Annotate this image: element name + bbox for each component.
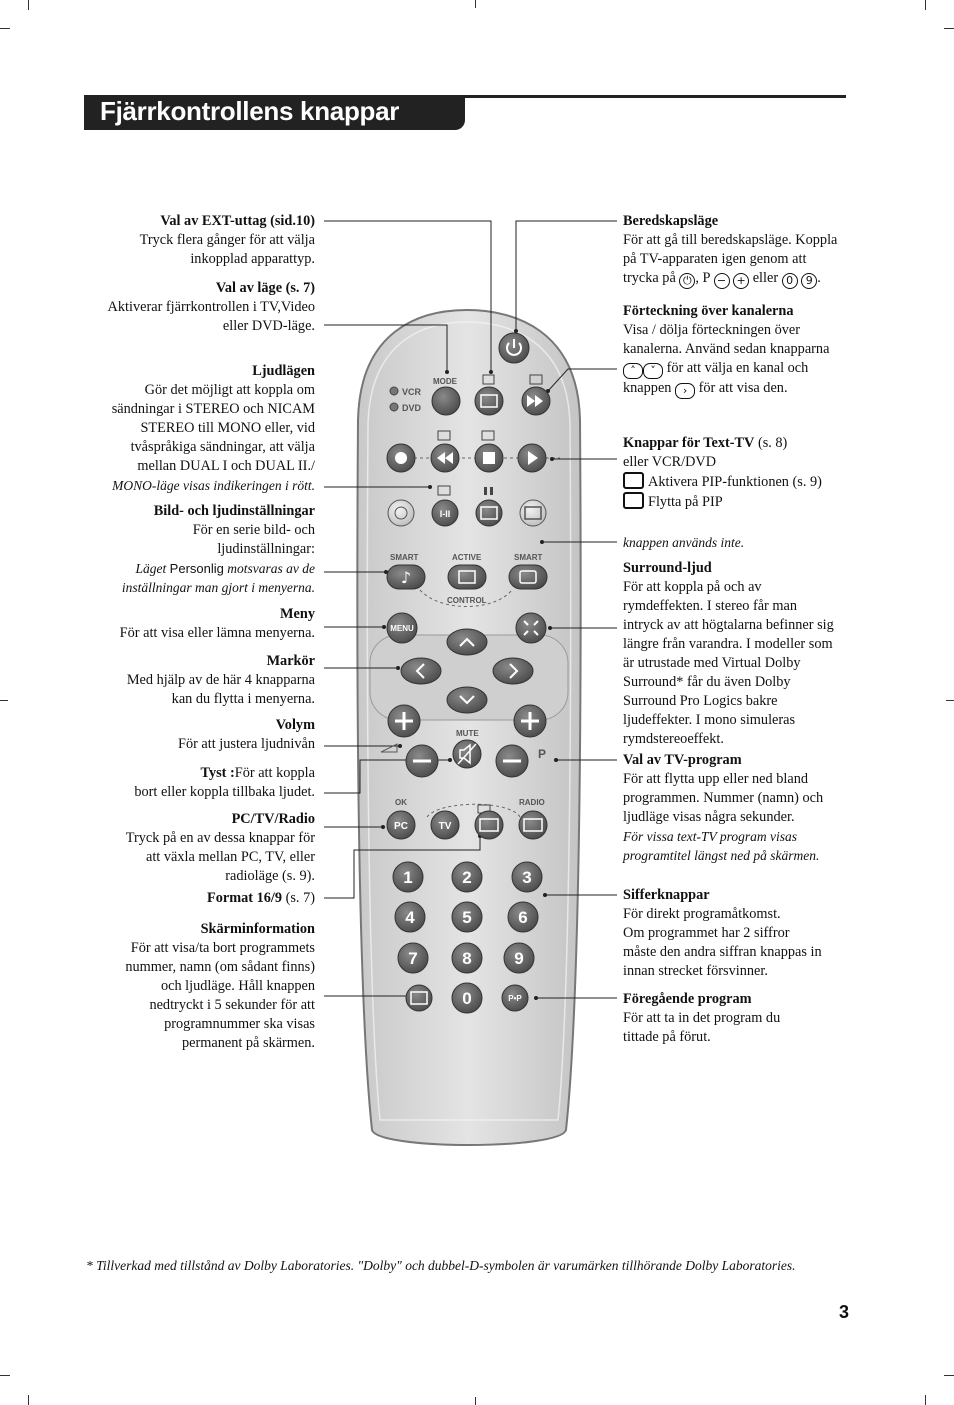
- digit-0-button: [452, 983, 482, 1013]
- pctv-title: PC/TV/Radio: [231, 811, 315, 827]
- list-text: för att visa den.: [698, 380, 788, 396]
- standby-text: eller: [752, 270, 779, 286]
- program-note: programtitel längst ned på skärmen.: [623, 848, 820, 863]
- svg-text:0: 0: [462, 989, 472, 1008]
- info-text: permanent på skärmen.: [182, 1035, 315, 1051]
- digit-2-button: [452, 862, 482, 892]
- svg-text:6: 6: [518, 908, 528, 927]
- pip-button: [476, 500, 502, 526]
- list-text: för att välja en kanal och: [666, 360, 809, 376]
- list-section: [623, 302, 863, 399]
- chevron-right-icon: ›: [675, 383, 695, 399]
- teletext-text: eller VCR/DVD: [623, 454, 717, 470]
- mute-text: För att koppla: [234, 765, 315, 781]
- format-button: [475, 811, 503, 839]
- ext-button: [475, 387, 503, 415]
- previous-text: tittade på förut.: [623, 1029, 711, 1045]
- tv-label: TV: [438, 821, 452, 832]
- surround-text: Surround Pro Logics bakre: [623, 693, 778, 709]
- picture-note-mode: Personlig: [169, 561, 224, 576]
- sound-text: Gör det möjligt att koppla om: [144, 382, 315, 398]
- pc-button: [387, 811, 415, 839]
- surround-text: är utrustade med Virtual Dolby: [623, 655, 801, 671]
- svg-text:2: 2: [462, 868, 472, 887]
- digits-text: innan strecket försvinner.: [623, 963, 768, 979]
- surround-text: ljudeffekter. I mono simuleras: [623, 712, 796, 728]
- p-label: P: [538, 747, 547, 761]
- radio-label: RADIO: [519, 798, 545, 807]
- info-section: [125, 920, 315, 1053]
- volume-title: Volym: [275, 717, 315, 733]
- minus-icon: −: [714, 273, 730, 289]
- svg-text:8: 8: [462, 949, 472, 968]
- teletext-section: [623, 434, 863, 512]
- active-label: ACTIVE: [452, 553, 482, 562]
- dvd-led: [390, 403, 398, 411]
- pctv-text: Tryck på en av dessa knappar för: [125, 830, 315, 846]
- teletext-button: [520, 500, 546, 526]
- digit-nine-icon: 9: [801, 273, 817, 289]
- control-label: CONTROL: [447, 596, 487, 605]
- mode-text: eller DVD-läge.: [222, 318, 315, 334]
- ext-section: [140, 212, 315, 269]
- vcr-label: VCR: [402, 387, 422, 397]
- list-text: knappen: [623, 380, 672, 396]
- previous-section: [623, 990, 868, 1047]
- pip-icon: [623, 472, 644, 489]
- rewind-button: [431, 444, 459, 472]
- volume-section: [178, 716, 315, 754]
- menu-title: Meny: [280, 606, 315, 622]
- ii-label: I-II: [439, 509, 451, 519]
- info-text: programnummer ska visas: [164, 1016, 315, 1032]
- pctv-section: [126, 810, 315, 886]
- fast-forward-button: [522, 387, 550, 415]
- standby-text: För att gå till beredskapsläge. Koppla: [623, 232, 838, 248]
- teletext-title: Knappar för Text-TV: [623, 435, 755, 451]
- mute-section: [134, 764, 315, 802]
- format-title: Format 16/9: [206, 890, 283, 906]
- play-button: [518, 444, 546, 472]
- smart-label-2: SMART: [514, 553, 543, 562]
- digits-text: måste den andra siffran knappas in: [623, 944, 822, 960]
- list-text: Visa / dölja förteckningen över: [623, 322, 801, 338]
- move-pip-icon: [623, 492, 644, 509]
- info-text: nedtryckt i 5 sekunder för att: [149, 997, 315, 1013]
- pctv-text: radioläge (s. 9).: [225, 868, 315, 884]
- ext-title: Val av EXT-uttag (sid.10): [160, 213, 315, 229]
- surround-text: intryck av att högtalarna befinner sig: [623, 617, 834, 633]
- mute-text: bort eller koppla tillbaka ljudet.: [134, 784, 315, 800]
- surround-text: längre från varandra. I modeller som: [623, 636, 833, 652]
- tv-button: [431, 811, 459, 839]
- standby-title: Beredskapsläge: [623, 213, 719, 229]
- standby-button: [499, 333, 529, 363]
- smart-sound-button: [387, 565, 425, 589]
- teletext-text: Aktivera PIP-funktionen (s. 9): [648, 474, 822, 490]
- digits-section: [623, 886, 868, 981]
- standby-section: [623, 212, 863, 289]
- teletext-text: Flytta på PIP: [648, 494, 723, 510]
- sound-title: Ljudlägen: [252, 363, 315, 379]
- standby-text-line: trycka på ⏻ , P − + eller 0 9 .: [623, 270, 821, 287]
- smart-picture-button: [509, 565, 547, 589]
- page-title: Fjärrkontrollens knappar: [100, 96, 400, 126]
- standby-text: trycka på: [623, 270, 676, 286]
- digit-6-button: [508, 902, 538, 932]
- ext-text: Tryck flera gånger för att välja: [139, 232, 315, 248]
- surround-text: Surround* får du även Dolby: [623, 674, 791, 690]
- smart-label-1: SMART: [390, 553, 419, 562]
- power-icon: ⏻: [679, 273, 695, 289]
- digit-7-button: [398, 943, 428, 973]
- svg-text:3: 3: [522, 868, 532, 887]
- previous-text: För att ta in det program du: [623, 1010, 781, 1026]
- cursor-text: Med hjälp av de här 4 knapparna: [126, 672, 315, 688]
- menu-text: För att visa eller lämna menyerna.: [119, 625, 315, 641]
- digits-text: Om programmet har 2 siffror: [623, 925, 790, 941]
- picture-note: inställningar man gjort i menyerna.: [121, 580, 315, 595]
- teletext-ref: (s. 8): [757, 435, 788, 451]
- sound-text: sändningar i STEREO och NICAM: [111, 401, 315, 417]
- picture-note: Läget: [135, 561, 167, 576]
- list-title: Förteckning över kanalerna: [623, 303, 794, 319]
- program-down-button: [496, 745, 528, 777]
- sound-text: tvåspråkiga sändningar, att välja: [130, 439, 315, 455]
- info-title: Skärminformation: [200, 921, 315, 937]
- standby-text: på TV-apparaten igen genom att: [623, 251, 807, 267]
- program-section: [623, 751, 868, 865]
- sound-section: [112, 362, 315, 495]
- mute-label: MUTE: [456, 729, 479, 738]
- mode-section: [108, 279, 315, 336]
- sound-text: STEREO till MONO eller, vid: [140, 420, 315, 436]
- pctv-text: att växla mellan PC, TV, eller: [145, 849, 315, 865]
- surround-section: [623, 559, 868, 749]
- sound-note: MONO-läge visas indikeringen i rött.: [112, 478, 315, 493]
- svg-text:5: 5: [462, 908, 472, 927]
- cursor-title: Markör: [266, 653, 315, 669]
- digit-4-button: [395, 902, 425, 932]
- dvd-label: DVD: [402, 403, 422, 413]
- cursor-section: [127, 652, 315, 709]
- unused-note: knappen används inte.: [623, 535, 745, 550]
- cursor-down-button: [447, 687, 487, 713]
- picture-text: ljudinställningar:: [217, 541, 315, 557]
- program-text: För att flytta upp eller ned bland: [623, 771, 809, 787]
- chevron-down-icon: ˅: [643, 363, 663, 379]
- picture-section: [122, 502, 315, 597]
- sleep-button: [388, 500, 414, 526]
- info-text: nummer, namn (om sådant finns): [125, 959, 315, 975]
- digit-1-button: [393, 862, 423, 892]
- footnote: * Tillverkad med tillstånd av Dolby Laboratories. "Dolby" och dubbel-D-symbolen är varumärken tillhörande Dolby Laboratories.: [86, 1258, 796, 1273]
- mode-title: Val av läge (s. 7): [215, 280, 315, 296]
- program-text: programmen. Nummer (namn) och: [623, 790, 824, 806]
- surround-title: Surround-ljud: [623, 560, 712, 576]
- mute-button: [453, 740, 481, 768]
- surround-text: rymdstereoeffekt.: [623, 731, 724, 747]
- previous-program-button: [502, 985, 528, 1011]
- svg-text:1: 1: [403, 868, 413, 887]
- picture-title: Bild- och ljudinställningar: [153, 503, 315, 519]
- volume-text: För att justera ljudnivån: [178, 736, 315, 752]
- digits-text: För direkt programåtkomst.: [623, 906, 781, 922]
- pc-label: PC: [394, 821, 408, 832]
- mute-title: Tyst :: [200, 765, 235, 781]
- sound-mode-button: [432, 500, 458, 526]
- menu-button: [387, 613, 417, 643]
- program-note: För vissa text-TV program visas: [623, 829, 797, 844]
- stop-button: [475, 444, 503, 472]
- program-title: Val av TV-program: [623, 752, 742, 768]
- info-text: och ljudläge. Håll knappen: [160, 978, 315, 994]
- surround-button: [516, 613, 546, 643]
- digit-3-button: [512, 862, 542, 892]
- program-text: ljudläge visas några sekunder.: [623, 809, 795, 825]
- menu-section: [120, 605, 315, 643]
- svg-text:♪: ♪: [400, 568, 412, 587]
- mode-text: Aktiverar fjärrkontrollen i TV,Video: [107, 299, 315, 315]
- radio-button: [519, 811, 547, 839]
- vcr-led: [390, 387, 398, 395]
- info-text: För att visa/ta bort programmets: [130, 940, 315, 956]
- standby-text: , P: [695, 270, 710, 286]
- mode-button: [432, 387, 460, 415]
- ext-text: inkopplad apparattyp.: [190, 251, 315, 267]
- svg-text:7: 7: [408, 949, 418, 968]
- digit-zero-icon: 0: [782, 273, 798, 289]
- surround-text: För att koppla på och av: [623, 579, 762, 595]
- sound-text: mellan DUAL I och DUAL II./: [137, 458, 315, 474]
- program-up-button: [514, 705, 546, 737]
- digits-title: Sifferknappar: [623, 887, 710, 903]
- menu-label: MENU: [390, 624, 414, 633]
- previous-title: Föregående program: [623, 991, 752, 1007]
- volume-up-button: [388, 705, 420, 737]
- digit-9-button: [504, 943, 534, 973]
- mode-label: MODE: [433, 377, 457, 386]
- cursor-left-button: [401, 658, 441, 684]
- active-control-button: [448, 565, 486, 589]
- info-button: [406, 985, 432, 1011]
- pp-label: P•P: [508, 994, 522, 1003]
- picture-text: För en serie bild- och: [192, 522, 315, 538]
- surround-text: rymdeffekten. I stereo får man: [623, 598, 797, 614]
- plus-icon: +: [733, 273, 749, 289]
- svg-text:9: 9: [514, 949, 524, 968]
- digit-5-button: [452, 902, 482, 932]
- chevron-up-icon: ˄: [623, 363, 643, 379]
- cursor-right-button: [493, 658, 533, 684]
- ok-label: OK: [395, 798, 407, 807]
- picture-note: motsvaras av de: [227, 561, 315, 576]
- format-section: [207, 889, 315, 908]
- svg-text:4: 4: [405, 908, 415, 927]
- page-number: 3: [839, 1302, 850, 1322]
- format-ref: (s. 7): [285, 890, 315, 906]
- cursor-up-button: [447, 629, 487, 655]
- list-text: kanalerna. Använd sedan knapparna: [623, 341, 830, 357]
- volume-down-button: [406, 745, 438, 777]
- record-button: [387, 444, 415, 472]
- digit-8-button: [452, 943, 482, 973]
- cursor-text: kan du flytta i menyerna.: [171, 691, 315, 707]
